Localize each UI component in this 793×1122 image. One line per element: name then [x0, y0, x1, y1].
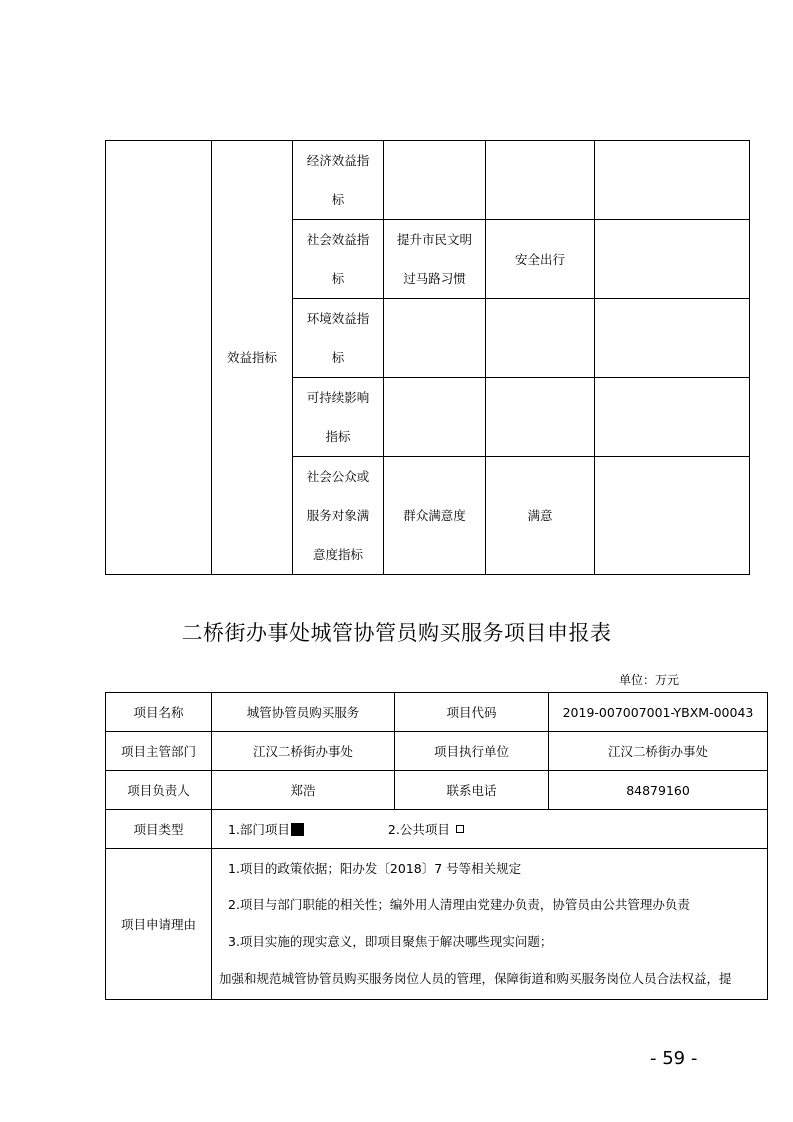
- target-cell: [486, 378, 595, 457]
- reason-line: 1.项目的政策依据；阳办发〔2018〕7 号等相关规定: [228, 860, 522, 876]
- phone-value: 84879160: [549, 771, 768, 810]
- content-cell: [384, 299, 486, 378]
- form-title: 二桥街办事处城管协管员购买服务项目申报表: [181, 621, 612, 645]
- checked-box-icon: [291, 823, 304, 836]
- exec-label: 项目执行单位: [395, 732, 549, 771]
- unchecked-box-icon: [456, 825, 464, 833]
- code-value: 2019-007007001-YBXM-00043: [549, 693, 768, 732]
- content-cell: [384, 141, 486, 220]
- indicator-cell: 社会效益指标: [293, 220, 384, 299]
- reason-label: 项目申请理由: [106, 849, 212, 1000]
- benefit-indicator-table: [105, 140, 750, 575]
- indicator-cell: 可持续影响指标: [293, 378, 384, 457]
- indicator-cell: 经济效益指标: [293, 141, 384, 220]
- project-application-table: [105, 692, 768, 1000]
- reason-line: 加强和规范城管协管员购买服务岗位人员的管理，保障街道和购买服务岗位人员合法权益，提: [219, 970, 732, 986]
- leader-value: 郑浩: [212, 771, 395, 810]
- code-label: 项目代码: [395, 693, 549, 732]
- blank-cell: [595, 299, 750, 378]
- page-number: - 59 -: [650, 1048, 698, 1069]
- indicator-cell: 社会公众或服务对象满意度指标: [293, 457, 384, 575]
- name-label: 项目名称: [106, 693, 212, 732]
- indicator-cell: 环境效益指标: [293, 299, 384, 378]
- blank-cell: [106, 141, 212, 575]
- type-option-public: 2.公共项目: [387, 822, 450, 837]
- category-cell: 效益指标: [212, 141, 293, 575]
- type-label: 项目类型: [106, 810, 212, 849]
- reason-line: 2.项目与部门职能的相关性；编外用人清理由党建办负责，协管员由公共管理办负责: [228, 897, 690, 913]
- phone-label: 联系电话: [395, 771, 549, 810]
- type-option-department: 1.部门项目: [228, 822, 290, 837]
- target-cell: [486, 299, 595, 378]
- dept-value: 江汉二桥街办事处: [212, 732, 395, 771]
- blank-cell: [595, 220, 750, 299]
- unit-label: 单位：万元: [619, 673, 680, 687]
- target-cell: [486, 141, 595, 220]
- type-options: [212, 810, 768, 849]
- target-cell: 安全出行: [486, 220, 595, 299]
- blank-cell: [595, 378, 750, 457]
- content-cell: 群众满意度: [384, 457, 486, 575]
- reason-content: [212, 849, 768, 1000]
- leader-label: 项目负责人: [106, 771, 212, 810]
- blank-cell: [595, 457, 750, 575]
- blank-cell: [595, 141, 750, 220]
- content-cell: 提升市民文明过马路习惯: [384, 220, 486, 299]
- name-value: 城管协管员购买服务: [212, 693, 395, 732]
- target-cell: 满意: [486, 457, 595, 575]
- exec-value: 江汉二桥街办事处: [549, 732, 768, 771]
- reason-line: 3.项目实施的现实意义，即项目聚焦于解决哪些现实问题；: [228, 934, 553, 949]
- dept-label: 项目主管部门: [106, 732, 212, 771]
- content-cell: [384, 378, 486, 457]
